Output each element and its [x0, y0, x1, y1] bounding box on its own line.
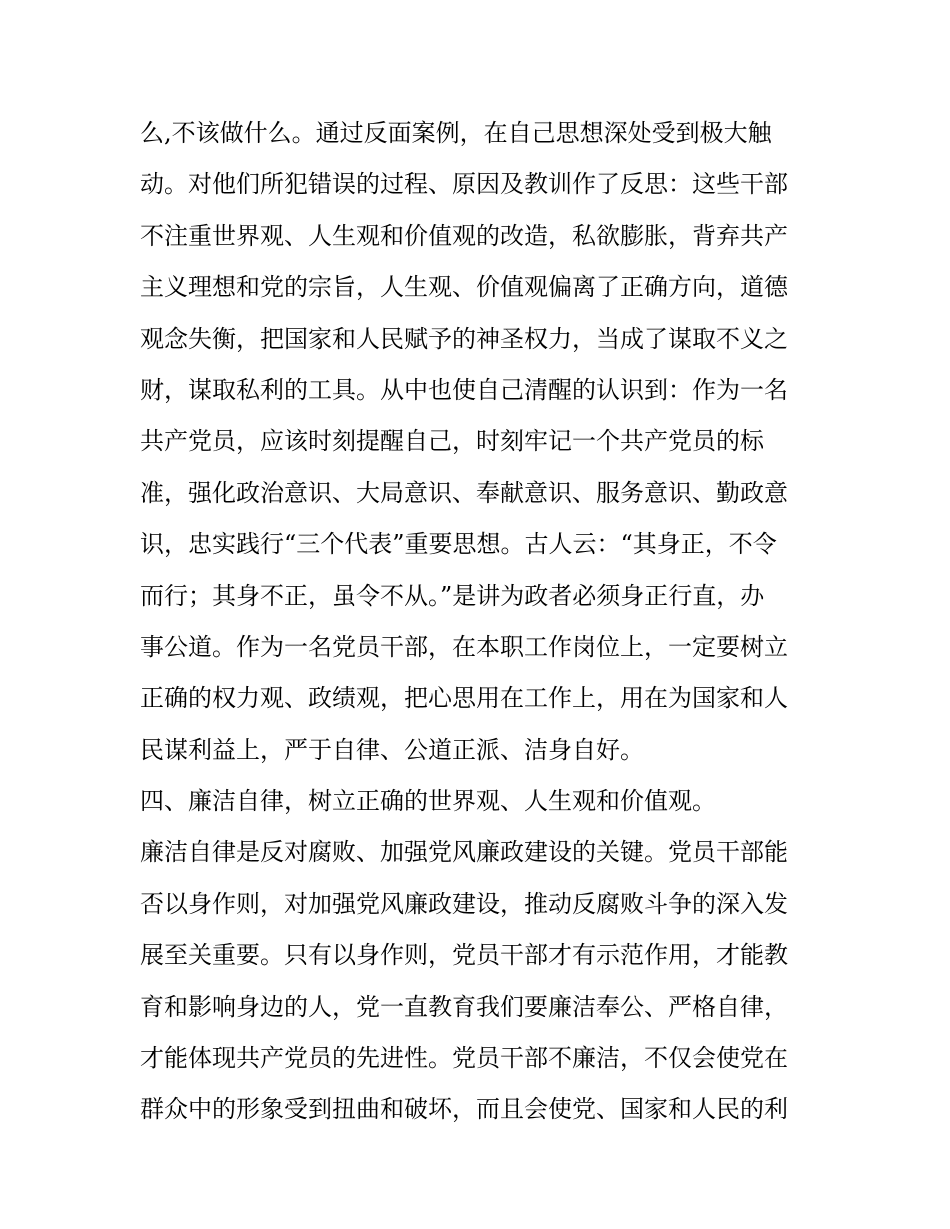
text-line: 否以身作则，对加强党风廉政建设，推动反腐败斗争的深入发	[140, 889, 788, 918]
text-line: 正确的权力观、政绩观，把心思用在工作上，用在为国家和人	[140, 684, 788, 713]
document-body	[140, 108, 830, 1136]
section-heading: 四、廉洁自律，树立正确的世界观、人生观和价值观。	[140, 787, 716, 816]
text-line: 共产党员，应该时刻提醒自己，时刻牢记一个共产党员的标	[140, 427, 764, 456]
text-line: 不注重世界观、人生观和价值观的改造，私欲膨胀，背弃共产	[140, 221, 788, 250]
text-line: 动。对他们所犯错误的过程、原因及教训作了反思：这些干部	[140, 170, 788, 199]
text-line: 事公道。作为一名党员干部，在本职工作岗位上，一定要树立	[140, 632, 788, 661]
text-line: 育和影响身边的人，党一直教育我们要廉洁奉公、严格自律，	[140, 992, 788, 1021]
text-line: 群众中的形象受到扭曲和破坏，而且会使党、国家和人民的利	[140, 1095, 788, 1124]
text-line: 民谋利益上，严于自律、公道正派、洁身自好。	[140, 735, 644, 764]
text-line: 识，忠实践行“三个代表”重要思想。古人云：“其身正，不令	[140, 530, 777, 559]
text-line: 展至关重要。只有以身作则，党员干部才有示范作用，才能教	[140, 941, 788, 970]
text-line: 观念失衡，把国家和人民赋予的神圣权力，当成了谋取不义之	[140, 324, 788, 353]
text-line: 廉洁自律是反对腐败、加强党风廉政建设的关键。党员干部能	[140, 838, 788, 867]
text-line: 主义理想和党的宗旨，人生观、价值观偏离了正确方向，道德	[140, 273, 788, 302]
text-line: 么,不该做什么。通过反面案例，在自己思想深处受到极大触	[140, 119, 772, 147]
text-line: 才能体现共产党员的先进性。党员干部不廉洁，不仅会使党在	[140, 1044, 788, 1073]
text-line: 而行；其身不正，虽令不从。”是讲为政者必须身正行直，办	[140, 581, 765, 610]
text-line: 准，强化政治意识、大局意识、奉献意识、服务意识、勤政意	[140, 478, 788, 507]
text-line: 财，谋取私利的工具。从中也使自己清醒的认识到：作为一名	[140, 375, 788, 404]
